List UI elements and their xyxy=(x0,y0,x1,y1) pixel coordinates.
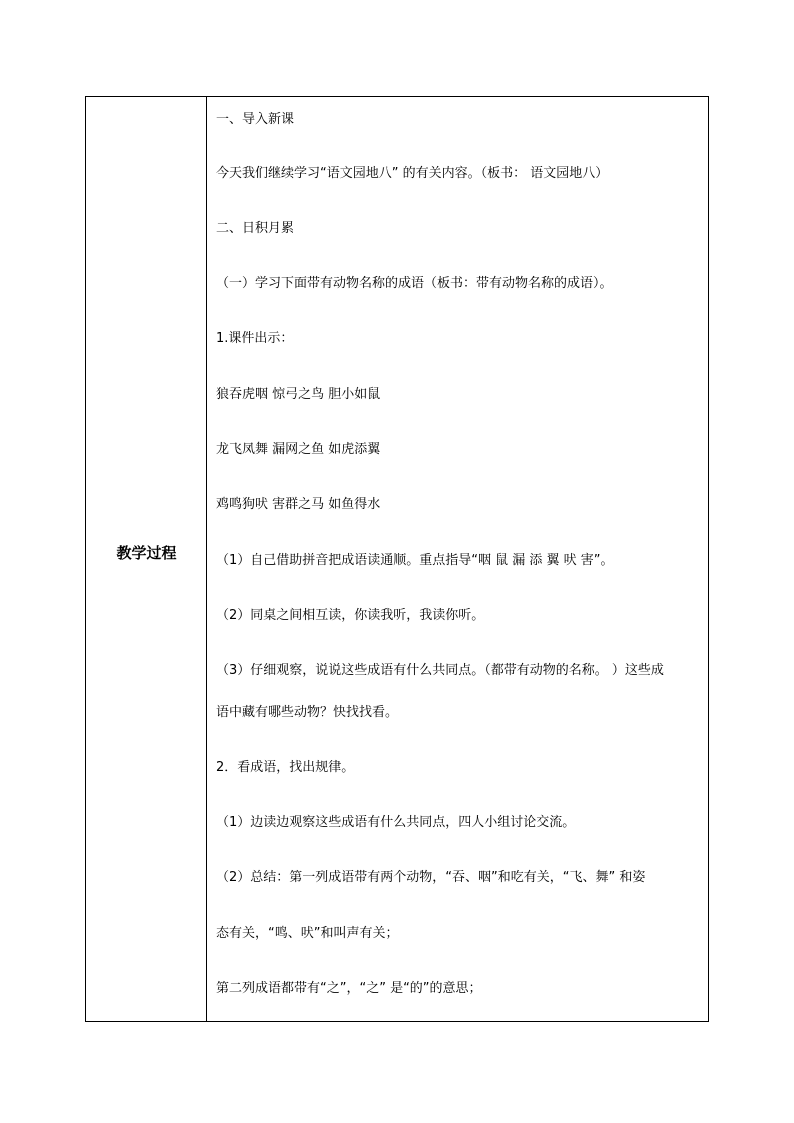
section-label: 教学过程 xyxy=(116,544,177,562)
step-observe: （3）仔细观察，说说这些成语有什么共同点。（都带有动物的名称。 ）这些成 xyxy=(216,663,664,678)
subheading-idioms: （一）学习下面带有动物名称的成语（板书：带有动物名称的成语）。 xyxy=(216,276,613,291)
lesson-plan-table xyxy=(85,96,709,1022)
summary-column-two: 第二列成语都带有“之”，“之” 是“的”的意思； xyxy=(216,981,482,996)
idiom-row-1: 狼吞虎咽 惊弓之鸟 胆小如鼠 xyxy=(216,387,381,402)
step-summary-cont: 态有关，“鸣、吠”和叫声有关； xyxy=(216,926,399,941)
section-label-cell xyxy=(86,97,207,1021)
step-summary: （2）总结：第一列成语带有两个动物，“吞、咽”和吃有关，“飞、舞” 和姿 xyxy=(216,870,646,885)
idiom-row-2: 龙飞凤舞 漏网之鱼 如虎添翼 xyxy=(216,442,381,457)
step-observe-cont: 语中藏有哪些动物？快找找看。 xyxy=(216,705,399,720)
step-partner-read: （2）同桌之间相互读，你读我听，我读你听。 xyxy=(216,608,485,623)
heading-intro: 一、导入新课 xyxy=(216,112,295,127)
content-cell xyxy=(207,97,708,1021)
heading-accumulation: 二、日积月累 xyxy=(216,221,295,236)
step-read-aloud: （1）自己借助拼音把成语读通顺。重点指导“咽 鼠 漏 添 翼 吠 害”。 xyxy=(216,553,614,568)
paragraph-intro: 今天我们继续学习“语文园地八” 的有关内容。（板书： 语文园地八） xyxy=(216,166,609,181)
idiom-row-3: 鸡鸣狗吠 害群之马 如鱼得水 xyxy=(216,497,381,512)
courseware-label: 1.课件出示： xyxy=(216,331,294,346)
heading-find-pattern: 2．看成语，找出规律。 xyxy=(216,760,355,775)
step-group-discuss: （1）边读边观察这些成语有什么共同点，四人小组讨论交流。 xyxy=(216,815,576,830)
